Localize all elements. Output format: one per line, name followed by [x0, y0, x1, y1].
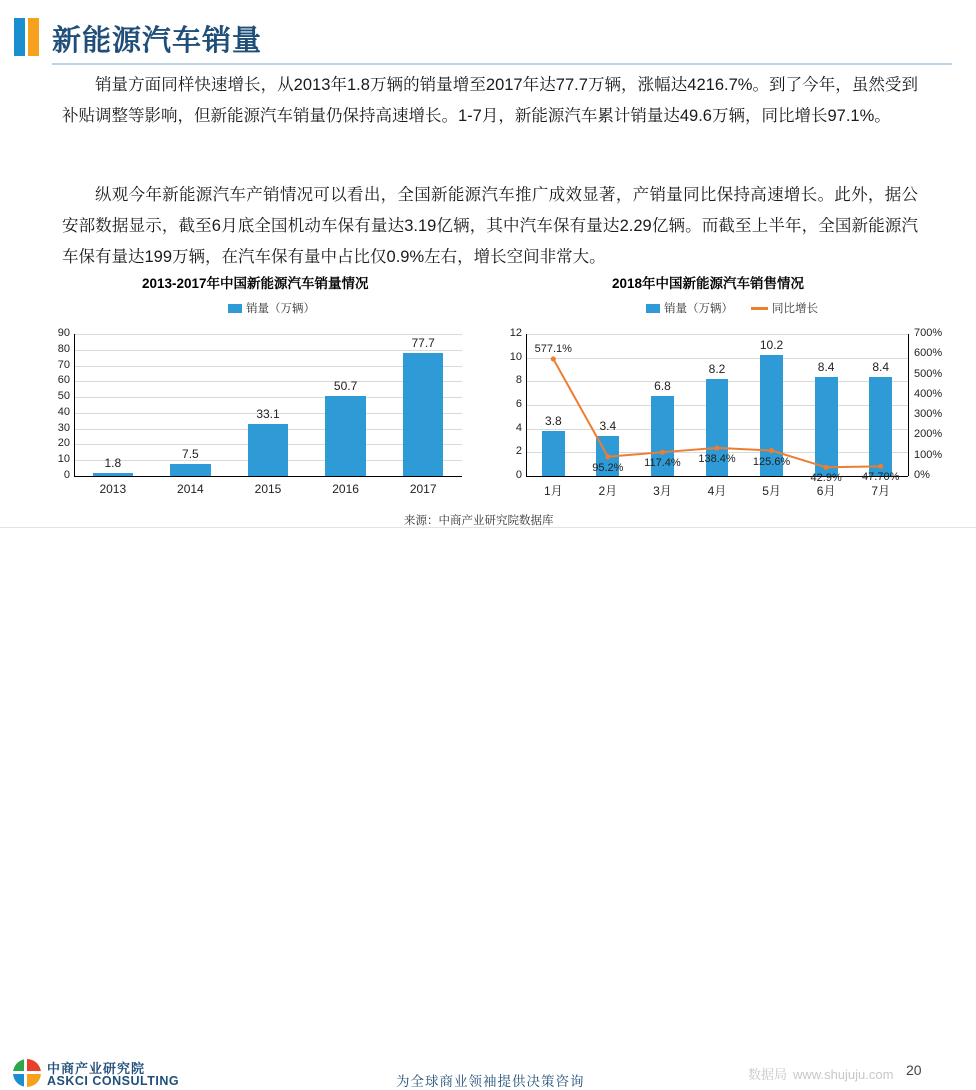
x-axis-tick: 4月: [707, 484, 727, 498]
slide-footer: [0, 528, 976, 1089]
y-axis-tick-left: 0: [515, 469, 522, 481]
y-axis-tick-right: 300%: [914, 408, 943, 421]
y-axis-tick-left: 6: [515, 398, 522, 410]
x-axis: [74, 476, 462, 477]
header-accent-blue: [14, 18, 25, 56]
y-axis-tick: 80: [57, 342, 70, 355]
bar-data-label: 1.8: [104, 456, 122, 471]
line-data-label: 138.4%: [698, 452, 736, 465]
line-data-label: 47.70%: [862, 471, 900, 484]
x-axis-tick: 1月: [543, 484, 563, 498]
y-axis-tick-right: 100%: [914, 448, 943, 461]
y-axis-tick-right: 400%: [914, 387, 943, 400]
x-axis-tick: 7月: [871, 484, 891, 498]
y-axis-tick-left: 8: [515, 374, 522, 387]
x-axis-tick: 2013: [99, 482, 127, 496]
line-data-label: 125.6%: [752, 455, 791, 468]
header-accent-orange: [28, 18, 39, 56]
x-axis-tick: 2014: [177, 482, 204, 496]
slide-header: [0, 8, 976, 64]
bar-data-label: 77.7: [411, 336, 435, 351]
line-data-label: 95.2%: [592, 461, 624, 474]
y-axis: [74, 334, 75, 476]
y-axis-tick: 20: [57, 437, 70, 450]
gridline: [74, 334, 462, 335]
bar-data-label: 3.8: [544, 414, 562, 429]
line-data-label: 117.4%: [644, 457, 681, 470]
watermark: [748, 1064, 893, 1083]
y-axis-tick-right: 500%: [914, 367, 943, 380]
left-chart-title: 2013-2017年中国新能源汽车销量情况: [142, 276, 369, 291]
bar-data-label: 7.5: [182, 447, 199, 462]
y-axis-tick-left: 12: [509, 327, 522, 339]
bar-data-label: 8.4: [817, 359, 835, 374]
watermark-text: 数据局: [748, 1067, 788, 1082]
x-axis-tick: 3月: [653, 484, 672, 498]
legend-swatch-sales: [228, 304, 242, 313]
bar-data-label: 50.7: [333, 379, 358, 393]
left-chart-plot: [40, 322, 470, 502]
bar: [93, 473, 133, 476]
company-name-cn: 中商产业研究院: [47, 1061, 146, 1076]
right-chart-title: 2018年中国新能源汽车销售情况: [612, 276, 805, 291]
x-axis-tick: 2015: [254, 482, 282, 496]
bar-data-label: 8.4: [872, 359, 890, 374]
legend-label-sales: 销量（万辆）: [664, 303, 733, 315]
legend-label-sales: 销量（万辆）: [246, 303, 315, 315]
right-chart-plot: [500, 322, 952, 502]
y-axis-tick-right: 700%: [914, 327, 943, 339]
y-axis-tick: 30: [57, 421, 70, 434]
line-data-label: 42.9%: [810, 472, 842, 485]
x-axis-tick: 5月: [762, 484, 781, 498]
line-data-label: 577.1%: [534, 342, 572, 355]
legend-label-growth: 同比增长: [772, 303, 818, 315]
right-chart-legend: [646, 300, 832, 316]
y-axis-tick: 90: [57, 327, 70, 339]
paragraph-1: 销量方面同样快速增长，从2013年1.8万辆的销量增至2017年达77.7万辆，涨幅达4216.7%。到了今年，虽然受到补贴调整等影响，但新能源汽车销量仍保持高速增长。1-7月，新能源汽车累计销量达49.6万辆，同比增长97.1%。: [62, 76, 918, 125]
y-axis-tick-right: 600%: [914, 347, 943, 360]
bar-data-label: 6.8: [654, 378, 671, 393]
x-axis-tick: 2017: [409, 482, 437, 496]
y-axis-tick-right: 200%: [914, 428, 943, 441]
y-axis-tick: 60: [57, 374, 70, 387]
page-title: 新能源汽车销量: [52, 25, 263, 57]
bar: [325, 396, 365, 476]
bar: [403, 353, 443, 476]
paragraph-2: 纵观今年新能源汽车产销情况可以看出，全国新能源汽车推广成效显著，产销量同比保持高速增长。此外，据公安部数据显示，截至6月底全国机动车保有量达3.19亿辆，其中汽车保有量达2.29亿辆。而截至上半年，全国新能源汽车保有量达199万辆，在汽车保有量中占比仅0.9%左右，增长空间非常大。: [62, 186, 918, 266]
company-logo-icon: [13, 1059, 41, 1087]
y-axis-tick-right: 0%: [914, 469, 930, 481]
page-number: 20: [906, 1062, 922, 1078]
bar-data-label: 8.2: [708, 361, 726, 376]
y-axis-tick-left: 10: [509, 350, 522, 363]
y-axis-tick: 50: [57, 390, 70, 403]
y-axis-tick: 10: [57, 453, 70, 466]
y-axis-tick: 40: [57, 405, 70, 418]
company-name-en: ASKCI CONSULTING: [47, 1074, 180, 1088]
bar: [248, 424, 288, 476]
x-axis-tick: 2月: [598, 484, 618, 498]
bar: [170, 464, 210, 476]
watermark-url: www.shujuju.com: [793, 1067, 894, 1082]
footer-slogan: 为全球商业领袖提供决策咨询: [396, 1074, 585, 1089]
bar-data-label: 33.1: [256, 406, 280, 421]
x-axis-tick: 6月: [816, 484, 836, 498]
chart-source: 来源：中商产业研究院数据库: [404, 515, 554, 527]
title-divider: [52, 63, 952, 65]
bar-data-label: 10.2: [759, 338, 784, 353]
x-axis-tick: 2016: [332, 482, 359, 496]
y-axis-tick: 0: [63, 469, 70, 481]
legend-line-growth: [751, 307, 768, 310]
y-axis-tick-left: 4: [515, 421, 522, 434]
y-axis-tick-left: 2: [515, 445, 522, 458]
y-axis-tick: 70: [57, 358, 70, 371]
legend-swatch-sales: [646, 304, 660, 313]
left-chart-legend: [228, 300, 329, 316]
bar-data-label: 3.4: [599, 418, 617, 433]
